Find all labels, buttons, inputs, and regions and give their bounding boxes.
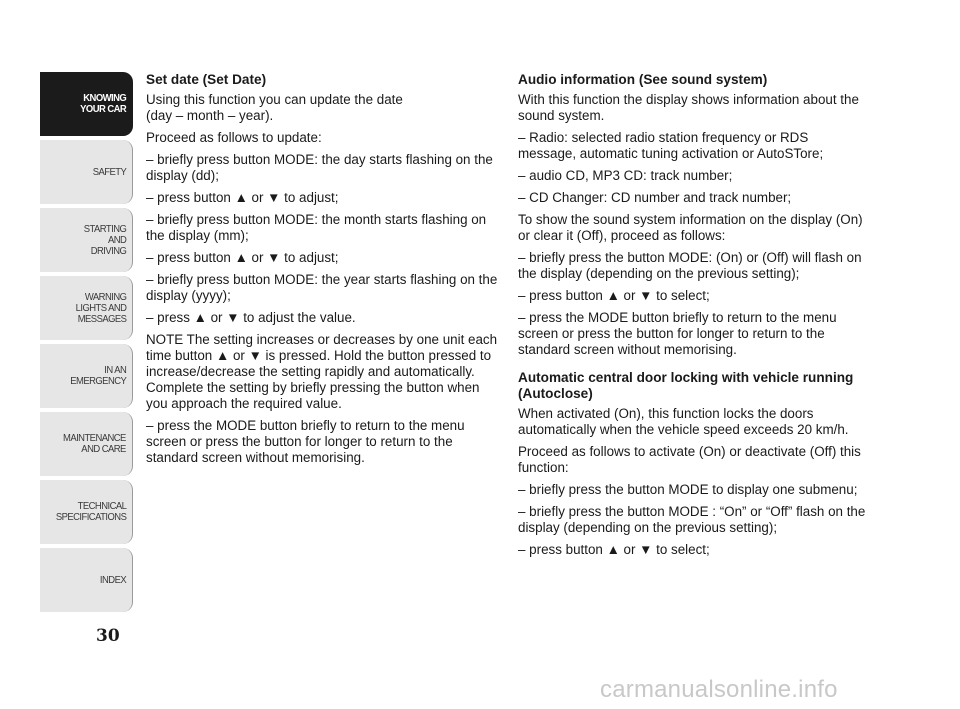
paragraph: To show the sound system information on the display (On) or clear it (Off), proceed as follows: <box>518 212 863 243</box>
tab-in-an-emergency[interactable] <box>40 344 133 408</box>
tab-starting-and-driving[interactable] <box>40 208 133 272</box>
tab-label: SAFETY <box>92 165 126 178</box>
paragraph: – briefly press button MODE: the day starts flashing on the display (dd); <box>146 152 493 183</box>
left-column <box>146 72 498 472</box>
paragraph: – briefly press button MODE: the year starts flashing on the display (yyyy); <box>146 272 498 303</box>
paragraph: – press ▲ or ▼ to adjust the value. <box>146 310 356 325</box>
paragraph: Using this function you can update the date (day – month – year). <box>146 92 403 123</box>
tab-label: KNOWING YOUR CAR <box>79 92 126 115</box>
tab-label: STARTING AND DRIVING <box>83 222 126 257</box>
paragraph: Proceed as follows to update: <box>146 130 322 145</box>
tab-maintenance[interactable] <box>40 412 133 476</box>
paragraph: – press the MODE button briefly to return to the menu screen or press the button for longer to return to the standard screen without memorising. <box>146 418 465 465</box>
page-number: 30 <box>96 626 120 646</box>
paragraph: – briefly press the button MODE to display one submenu; <box>518 482 858 497</box>
right-column <box>518 72 868 564</box>
tab-knowing-your-car[interactable] <box>40 72 133 136</box>
note-paragraph: NOTE The setting increases or decreases by one unit each time button ▲ or ▼ is pressed. Hold the button pressed to increase/decrease the setting rapidly and automatically. Complete the setting by briefly pressing the button when you approach the required value. <box>146 332 498 411</box>
section-heading: Set date (Set Date) <box>146 72 267 87</box>
paragraph: – briefly press the button MODE : “On” or “Off” flash on the display (depending on the previous setting); <box>518 504 866 535</box>
paragraph: With this function the display shows information about the sound system. <box>518 92 859 123</box>
paragraph: – press button ▲ or ▼ to select; <box>518 288 710 303</box>
tab-safety[interactable] <box>40 140 133 204</box>
tab-label: IN AN EMERGENCY <box>69 364 126 387</box>
chapter-tabs <box>40 72 133 616</box>
paragraph: When activated (On), this function locks the doors automatically when the vehicle speed exceeds 20 km/h. <box>518 406 849 437</box>
tab-label: WARNING LIGHTS AND MESSAGES <box>75 290 126 325</box>
paragraph: Proceed as follows to activate (On) or deactivate (Off) this function: <box>518 444 861 475</box>
tab-technical-specifications[interactable] <box>40 480 133 544</box>
tab-warning-lights[interactable] <box>40 276 133 340</box>
paragraph: – press the MODE button briefly to return to the menu screen or press the button for longer to return to the standard screen without memorising. <box>518 310 837 357</box>
paragraph: – press button ▲ or ▼ to select; <box>518 542 710 557</box>
tab-index[interactable] <box>40 548 133 612</box>
paragraph: – Radio: selected radio station frequency or RDS message, automatic tuning activation or AutoSTore; <box>518 130 824 161</box>
tab-label: INDEX <box>99 573 126 586</box>
section-heading: Automatic central door locking with vehicle running (Autoclose) <box>518 370 854 401</box>
paragraph: – briefly press the button MODE: (On) or (Off) will flash on the display (depending on the previous setting); <box>518 250 862 281</box>
paragraph: – press button ▲ or ▼ to adjust; <box>146 250 339 265</box>
paragraph: – press button ▲ or ▼ to adjust; <box>146 190 339 205</box>
watermark: carmanualsonline.info <box>600 676 838 703</box>
paragraph: – CD Changer: CD number and track number; <box>518 190 792 205</box>
section-heading: Audio information (See sound system) <box>518 72 768 87</box>
paragraph: – briefly press button MODE: the month starts flashing on the display (mm); <box>146 212 487 243</box>
tab-label: MAINTENANCE AND CARE <box>63 432 126 455</box>
tab-label: TECHNICAL SPECIFICATIONS <box>55 500 126 523</box>
paragraph: – audio CD, MP3 CD: track number; <box>518 168 733 183</box>
